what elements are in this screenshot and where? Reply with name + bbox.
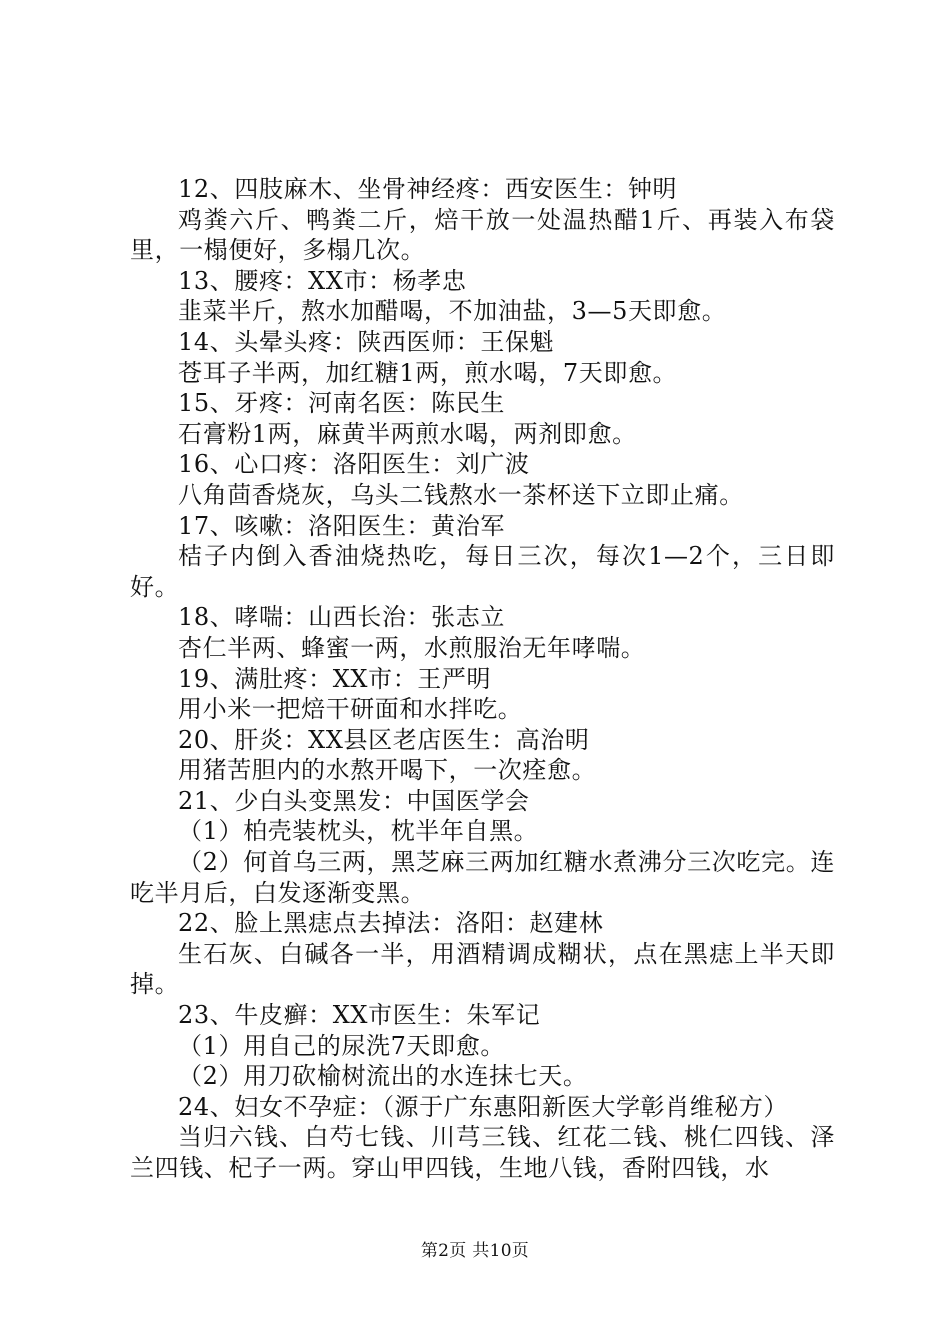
heading-15: 15、牙疼：河南名医：陈民生 [178,389,505,418]
heading-17: 17、咳嗽：洛阳医生：黄治军 [178,511,505,540]
remedy-15: 石膏粉1两，麻黄半两煎水喝，两剂即愈。 [178,419,637,448]
document-body [130,174,835,1184]
heading-13: 13、腰疼：XX市：杨孝忠 [178,266,467,295]
heading-14: 14、头晕头疼：陕西医师：王保魁 [178,327,555,356]
remedy-21-2: （2）何首乌三两，黑芝麻三两加红糖水煮沸分三次吃完。连吃半月后，白发逐渐变黑。 [130,848,835,907]
heading-24: 24、妇女不孕症：（源于广东惠阳新医大学彰肖维秘方） [178,1092,789,1121]
remedy-13: 韭菜半斤，熬水加醋喝，不加油盐，3—5天即愈。 [178,297,727,326]
heading-12: 12、四肢麻木、坐骨神经疼：西安医生：钟明 [178,175,678,203]
remedy-16: 八角茴香烧灰，乌头二钱熬水一茶杯送下立即止痛。 [178,480,744,509]
heading-22: 22、脸上黑痣点去掉法：洛阳：赵建林 [178,909,604,938]
heading-16: 16、心口疼：洛阳医生：刘广波 [178,450,530,479]
page-footer: 第2页 共10页 [420,1241,530,1261]
heading-21: 21、少白头变黑发：中国医学会 [178,786,530,815]
remedy-18: 杏仁半两、蜂蜜一两，水煎服治无年哮喘。 [178,633,646,662]
remedy-24: 当归六钱、白芍七钱、川芎三钱、红花二钱、桃仁四钱、泽兰四钱、杞子一两。穿山甲四钱，生地八钱，香附四钱，水 [130,1123,835,1182]
heading-18: 18、哮喘：山西长治：张志立 [178,603,505,632]
remedy-19: 用小米一把焙干研面和水拌吃。 [178,695,523,724]
heading-20: 20、肝炎：XX县区老店医生：高治明 [178,725,590,754]
remedy-12: 鸡粪六斤、鸭粪二斤，焙干放一处温热醋1斤、再装入布袋里，一榻便好，多榻几次。 [130,205,835,265]
remedy-21-1: （1）柏壳装枕头，枕半年自黑。 [178,817,539,846]
heading-19: 19、满肚疼：XX市：王严明 [178,664,492,693]
remedy-23-1: （1）用自己的尿洗7天即愈。 [178,1031,505,1060]
remedy-22: 生石灰、白碱各一半，用酒精调成糊状，点在黑痣上半天即掉。 [130,939,835,999]
heading-23: 23、牛皮癣：XX市医生：朱军记 [178,1001,541,1030]
remedy-20: 用猪苦胆内的水熬开喝下，一次痊愈。 [178,756,597,785]
remedy-23-2: （2）用刀砍榆树流出的水连抹七天。 [178,1062,588,1091]
remedy-17: 桔子内倒入香油烧热吃，每日三次，每次1—2个，三日即好。 [130,542,835,601]
remedy-14: 苍耳子半两，加红糖1两，煎水喝，7天即愈。 [178,358,678,387]
